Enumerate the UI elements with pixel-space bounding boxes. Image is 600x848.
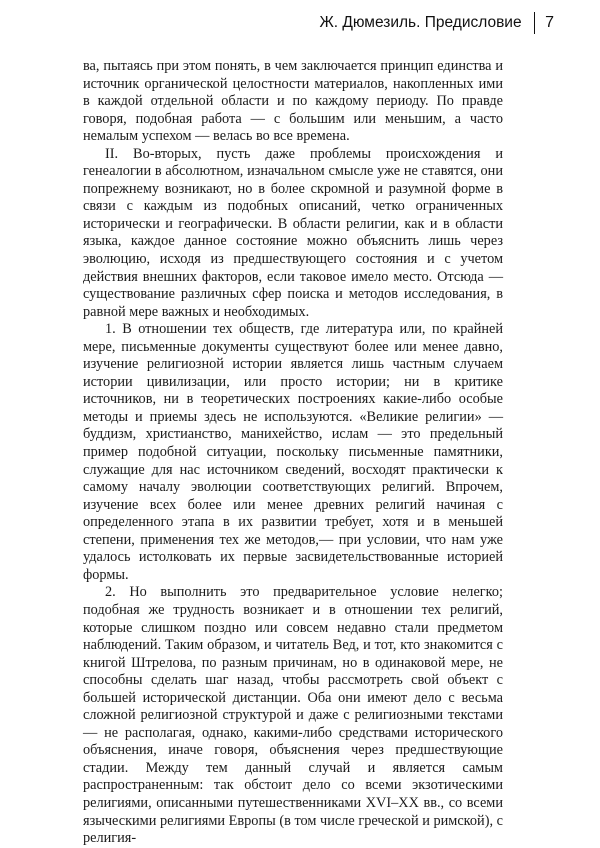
paragraph-point-2: 2. Но выполнить это предварительное условие нелегко; подобная же трудность возникает и в отношении тех религий, которые слишком поздно или совсем недавно стали предметом наблюдений. Таким образом, и читатель Вед, и тот, кто знакомится с книгой Штрелова, по разным причинам, но в одинаковой мере, не способны сделать шаг назад, чтобы рассмотреть свой объект с большей исторической дистанции. Оба они имеют дело с весьма сложной религиозной структурой и даже с религиозными текстами — не располагая, однако, какими-либо средствами исторического объяснения, иначе говоря, объяснения через предшествующие стадии. Между тем данный случай и является самым распространенным: так обстоит дело со всеми экзотическими религиями, описанными путешественниками XVI–XX вв., со всеми языческими религиями Европы (в том числе греческой и римской), с религия- xyxy=(83,584,503,847)
header-divider xyxy=(534,12,536,34)
paragraph-point-1: 1. В отношении тех обществ, где литература или, по крайней мере, письменные документы существуют более или менее давно, изучение религиозной истории является лишь частным случаем истории цивилизации, или просто истории; ни в критике источников, ни в теоретических построениях какие-либо особые методы и приемы здесь не используются. «Великие религии» — буддизм, христианство, манихейство, ислам — это предельный пример подобной ситуации, поскольку письменные памятники, служащие для нас источником сведений, восходят практически к самому началу эволюции соответствующих религий. Впрочем, изучение всех более или менее древних религий начиная с определенного этапа в их развитии требует, хотя и в меньшей степени, применения тех же методов,— при условии, что нам уже удалось истолковать их первые засвидетельствованные историей формы. xyxy=(83,321,503,583)
page-number: 7 xyxy=(545,14,554,31)
paragraph-section-ii: II. Во-вторых, пусть даже проблемы происхождения и генеалогии в абсолютном, изначальном смысле уже не ставятся, они попрежнему возникают, но в более скромной и разумной форме в связи с каждым из подобных описаний, четко ограниченных исторически и географически. В области религии, как и в области языка, каждое данное состояние можно объяснить лишь через эволюцию, исходя из предшествующего состояния и с учетом действия внешних факторов, если таковое имело место. Отсюда — существование различных сфер поиска и методов исследования, в равной мере важных и необходимых. xyxy=(83,145,503,320)
running-header xyxy=(319,12,554,34)
running-title: Ж. Дюмезиль. Предисловие xyxy=(319,14,522,31)
paragraph-continuation: ва, пытаясь при этом понять, в чем заключается принцип единства и источник органической целостности материалов, накопленных ими в каждой отдельной области и по каждому периоду. По правде говоря, подобная работа — с большим или меньшим, а часто немалым успехом — велась во все времена. xyxy=(83,58,503,145)
body-text xyxy=(83,58,503,848)
